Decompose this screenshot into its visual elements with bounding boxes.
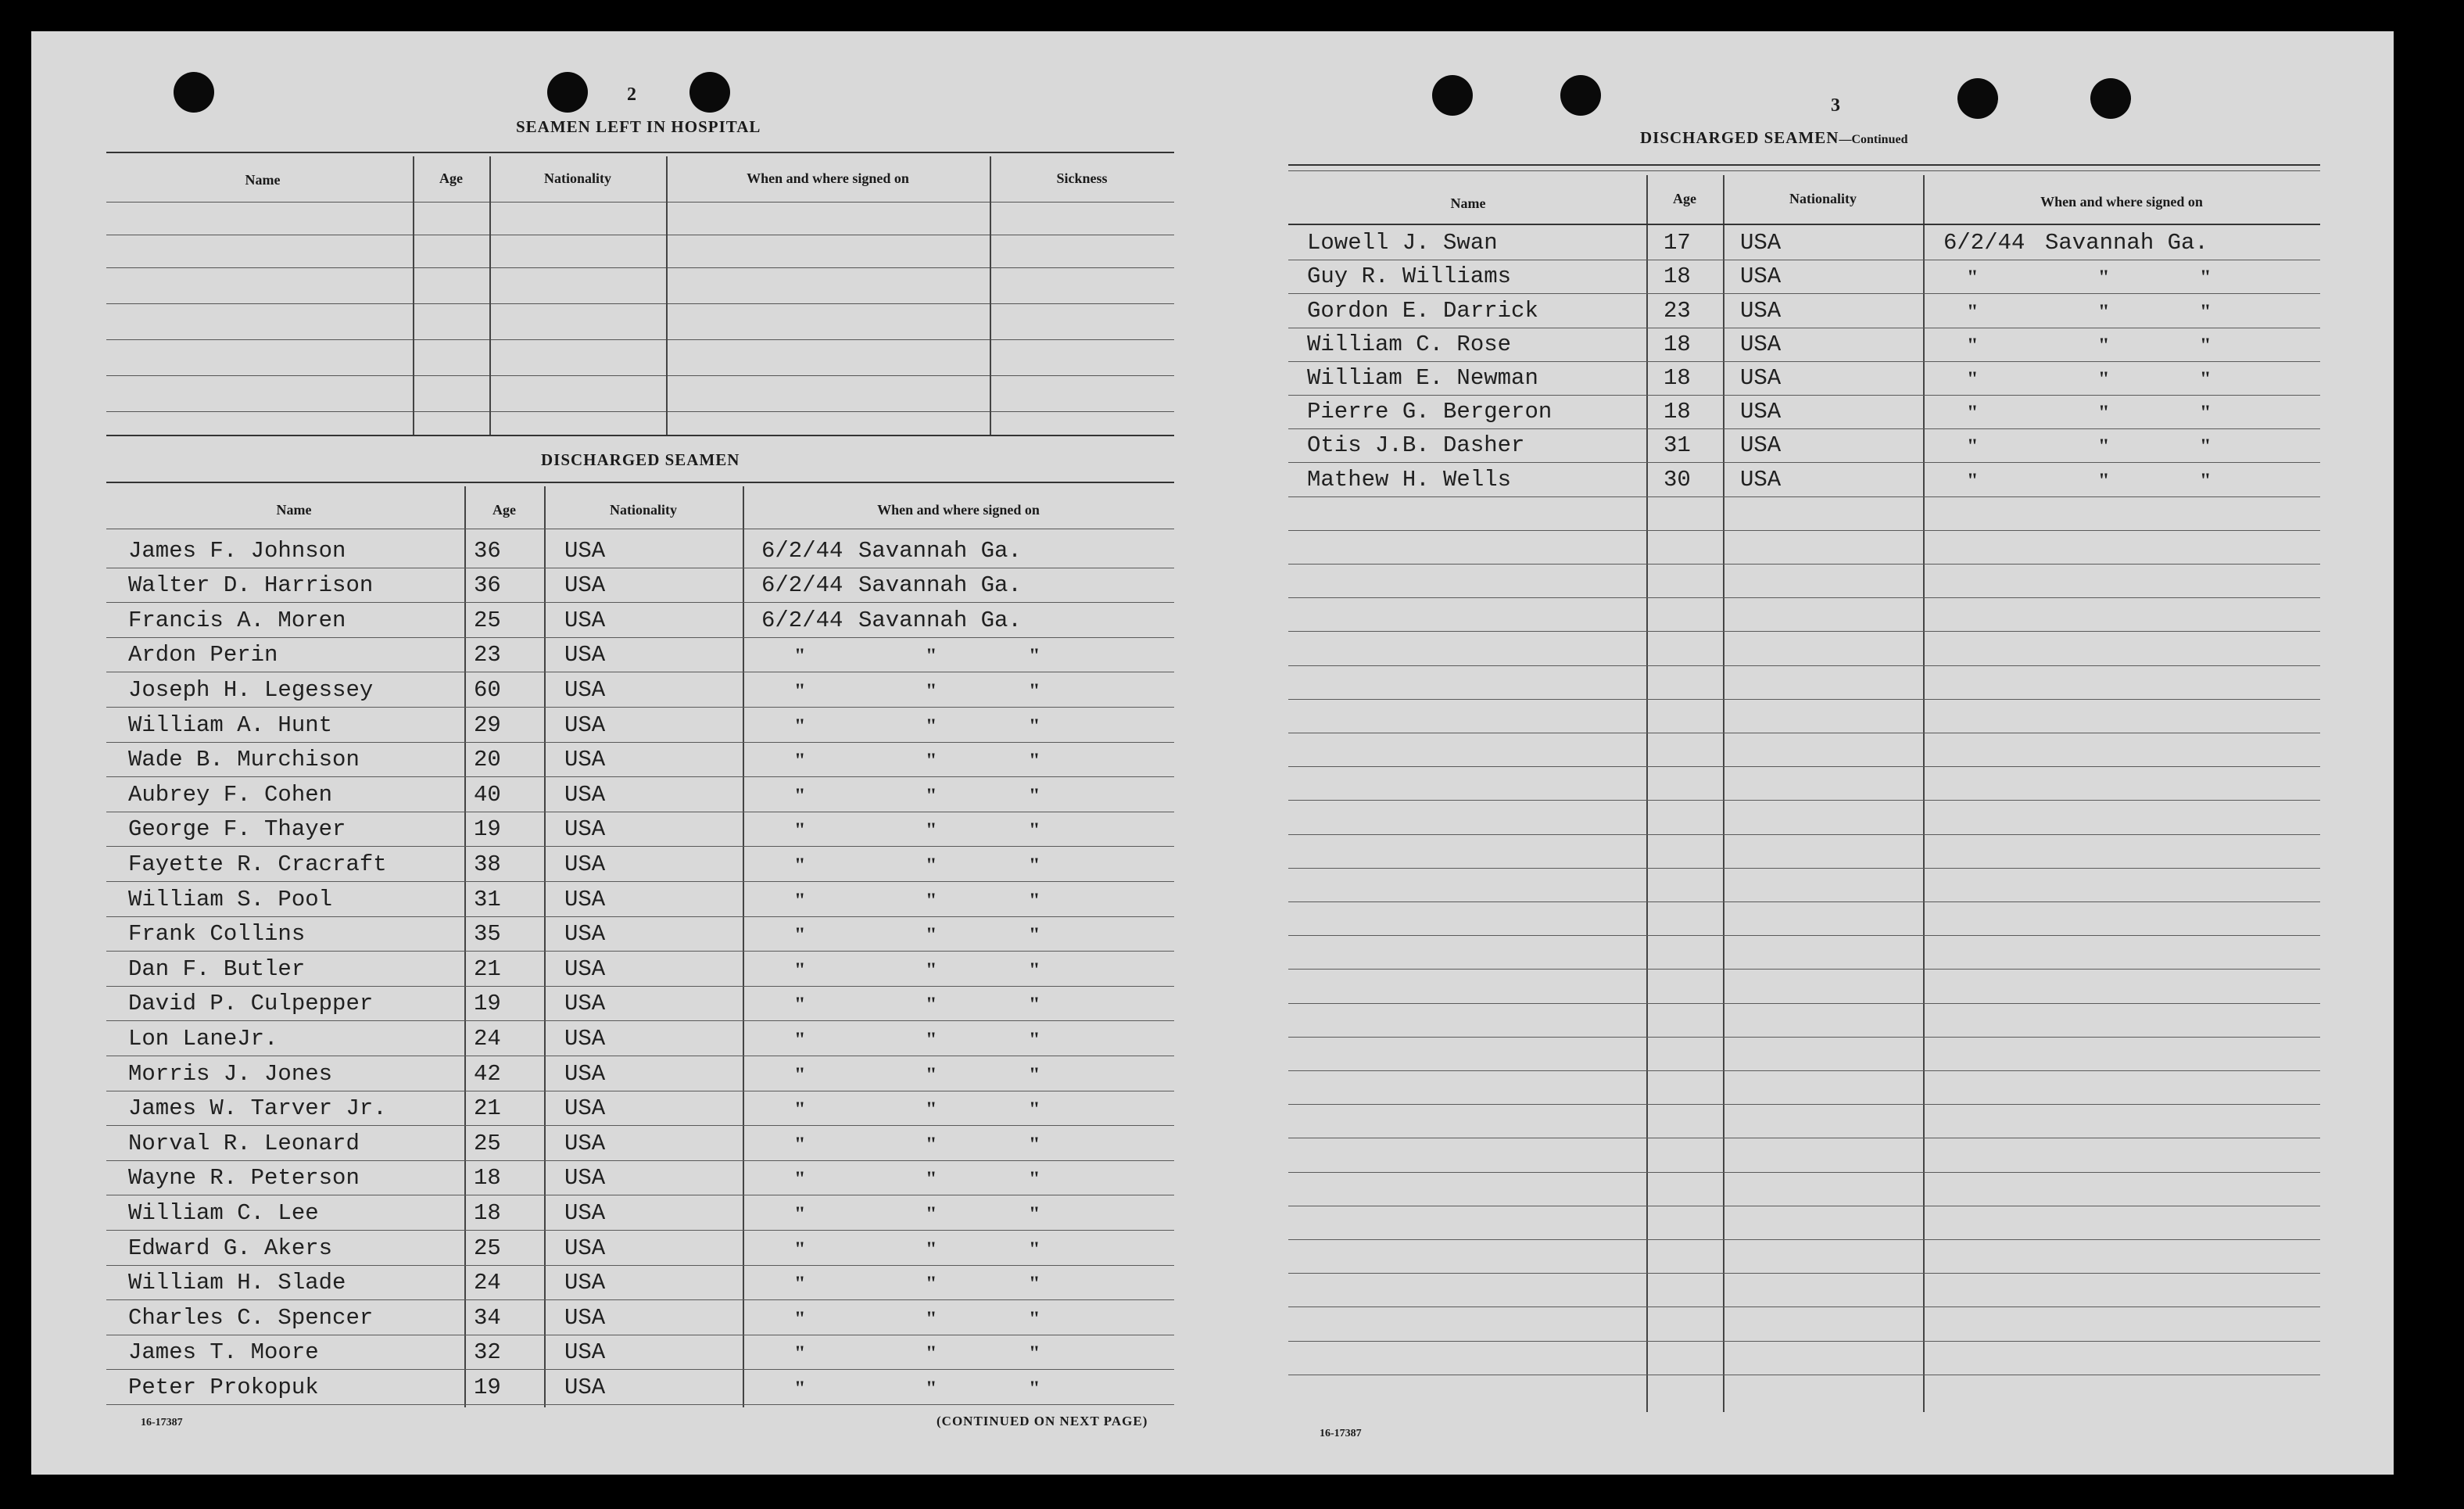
empty-table-row <box>1288 1105 2320 1138</box>
table-row <box>106 743 1174 778</box>
table-row <box>106 882 1174 917</box>
ditto-mark: " <box>2200 435 2212 458</box>
seaman-name: George F. Thayer <box>128 816 346 843</box>
ditto-mark: " <box>794 853 806 876</box>
ditto-mark: " <box>2098 333 2110 357</box>
table-row <box>106 1335 1174 1371</box>
empty-table-row <box>1288 733 2320 767</box>
seaman-age: 24 <box>474 1270 501 1296</box>
seaman-nationality: USA <box>564 537 606 564</box>
empty-table-row <box>1288 1307 2320 1341</box>
seaman-name: William C. Rose <box>1307 331 1512 357</box>
table-row <box>106 638 1174 673</box>
discharged-rows <box>106 533 1174 1409</box>
ditto-mark: " <box>2200 333 2212 357</box>
ditto-mark: " <box>1029 1027 1040 1051</box>
discharged-continued-rows <box>1288 227 2320 1415</box>
seaman-name: Francis A. Moren <box>128 607 346 633</box>
seaman-name: William E. Newman <box>1307 364 1538 391</box>
ditto-mark: " <box>794 1272 806 1296</box>
seaman-age: 18 <box>1664 364 1691 391</box>
seaman-name: Norval R. Leonard <box>128 1130 360 1156</box>
ditto-mark: " <box>1029 853 1040 876</box>
ditto-mark: " <box>2098 401 2110 425</box>
page-number: 3 <box>1831 95 1840 116</box>
col-header-nationality: Nationality <box>609 502 677 518</box>
table-row <box>1288 362 2320 396</box>
table-row <box>106 1126 1174 1161</box>
ditto-mark: " <box>794 1167 806 1191</box>
ditto-mark: " <box>926 1063 937 1086</box>
document-sheet <box>31 31 2394 1475</box>
ditto-mark: " <box>794 1342 806 1365</box>
seaman-age: 19 <box>474 1374 501 1400</box>
ditto-mark: " <box>1029 1376 1040 1400</box>
seaman-age: 25 <box>474 607 501 633</box>
title-suffix: —Continued <box>1839 133 1908 146</box>
signed-on-date: 6/2/44 <box>761 537 843 564</box>
seaman-age: 36 <box>474 537 501 564</box>
ditto-mark: " <box>926 993 937 1016</box>
ditto-mark: " <box>926 1167 937 1191</box>
seaman-name: William A. Hunt <box>128 711 333 738</box>
page-number: 2 <box>627 84 636 105</box>
seaman-nationality: USA <box>564 851 606 877</box>
seaman-name: Otis J.B. Dasher <box>1307 432 1525 459</box>
empty-table-row <box>1288 565 2320 598</box>
empty-table-row <box>1288 1274 2320 1307</box>
ditto-mark: " <box>1029 714 1040 737</box>
ditto-mark: " <box>926 1306 937 1330</box>
ditto-mark: " <box>1967 333 1979 357</box>
col-header-name: Name <box>1450 195 1486 211</box>
seaman-age: 36 <box>474 572 501 599</box>
seaman-name: Ardon Perin <box>128 642 278 668</box>
col-header-name: Name <box>245 172 281 188</box>
ditto-mark: " <box>1967 468 1979 492</box>
ditto-mark: " <box>1029 1272 1040 1296</box>
ditto-mark: " <box>794 1132 806 1156</box>
ditto-mark: " <box>926 1132 937 1156</box>
ditto-mark: " <box>1029 1237 1040 1260</box>
seaman-nationality: USA <box>564 1235 606 1261</box>
ditto-mark: " <box>794 783 806 807</box>
empty-table-row <box>1288 767 2320 801</box>
seaman-age: 18 <box>1664 263 1691 290</box>
seaman-age: 40 <box>474 781 501 808</box>
seaman-age: 23 <box>1664 297 1691 324</box>
ditto-mark: " <box>926 853 937 876</box>
signed-on-date: 6/2/44 <box>761 607 843 633</box>
seaman-name: Joseph H. Legessey <box>128 676 374 703</box>
empty-table-row <box>1288 1138 2320 1172</box>
table-row <box>106 777 1174 812</box>
seaman-age: 18 <box>474 1165 501 1192</box>
ditto-mark: " <box>926 1342 937 1365</box>
ditto-mark: " <box>794 1306 806 1330</box>
empty-table-row <box>1288 1071 2320 1105</box>
col-header-age: Age <box>1673 191 1696 206</box>
ditto-mark: " <box>794 888 806 912</box>
table-row <box>106 987 1174 1022</box>
seaman-nationality: USA <box>564 572 606 599</box>
table-row <box>106 672 1174 708</box>
empty-table-row <box>1288 1240 2320 1274</box>
col-header-nationality: Nationality <box>1789 191 1857 206</box>
left-page <box>106 31 1174 1475</box>
ditto-mark: " <box>1029 993 1040 1016</box>
seaman-age: 23 <box>474 642 501 668</box>
seaman-nationality: USA <box>564 1025 606 1052</box>
table-row <box>106 1056 1174 1091</box>
empty-table-row <box>1288 970 2320 1003</box>
col-header-sickness: Sickness <box>1056 170 1108 186</box>
empty-table-row <box>1288 869 2320 902</box>
signed-on-place: Savannah Ga. <box>858 537 1022 564</box>
seaman-age: 42 <box>474 1060 501 1087</box>
ditto-mark: " <box>794 958 806 981</box>
seaman-name: Pierre G. Bergeron <box>1307 399 1553 425</box>
seaman-nationality: USA <box>1740 432 1782 459</box>
empty-table-row <box>1288 1342 2320 1375</box>
seaman-nationality: USA <box>564 955 606 982</box>
signed-on-place: Savannah Ga. <box>2045 230 2208 256</box>
ditto-mark: " <box>926 1272 937 1296</box>
ditto-mark: " <box>926 1376 937 1400</box>
table-row <box>106 847 1174 882</box>
ditto-mark: " <box>1967 367 1979 390</box>
seaman-name: Lowell J. Swan <box>1307 230 1498 256</box>
table-row <box>106 603 1174 638</box>
signed-on-date: 6/2/44 <box>761 572 843 599</box>
ditto-mark: " <box>2200 401 2212 425</box>
seaman-nationality: USA <box>564 607 606 633</box>
ditto-mark: " <box>926 644 937 668</box>
seaman-name: William C. Lee <box>128 1199 319 1226</box>
seaman-nationality: USA <box>564 1165 606 1192</box>
seaman-age: 19 <box>474 816 501 843</box>
seaman-name: Lon LaneJr. <box>128 1025 278 1052</box>
seaman-age: 18 <box>474 1199 501 1226</box>
ditto-mark: " <box>926 923 937 947</box>
seaman-age: 21 <box>474 1095 501 1122</box>
seaman-age: 31 <box>1664 432 1691 459</box>
ditto-mark: " <box>1029 1063 1040 1086</box>
ditto-mark: " <box>2200 266 2212 289</box>
table-row <box>1288 260 2320 294</box>
seaman-nationality: USA <box>564 1060 606 1087</box>
seaman-nationality: USA <box>564 676 606 703</box>
ditto-mark: " <box>926 1027 937 1051</box>
seaman-nationality: USA <box>564 642 606 668</box>
ditto-mark: " <box>794 749 806 772</box>
ditto-mark: " <box>2098 468 2110 492</box>
table-row <box>106 708 1174 743</box>
empty-table-row <box>1288 1038 2320 1071</box>
seaman-nationality: USA <box>1740 297 1782 324</box>
seaman-nationality: USA <box>564 1095 606 1122</box>
seaman-nationality: USA <box>564 816 606 843</box>
seaman-name: Gordon E. Darrick <box>1307 297 1538 324</box>
seaman-name: Morris J. Jones <box>128 1060 333 1087</box>
col-header-signed-on: When and where signed on <box>747 170 909 186</box>
ditto-mark: " <box>926 749 937 772</box>
empty-table-row <box>1288 497 2320 531</box>
empty-table-row <box>1288 598 2320 632</box>
seaman-age: 25 <box>474 1130 501 1156</box>
ditto-mark: " <box>1029 1098 1040 1121</box>
ditto-mark: " <box>926 679 937 702</box>
table-row <box>1288 294 2320 328</box>
seaman-name: James W. Tarver Jr. <box>128 1095 387 1122</box>
table-row <box>106 1161 1174 1196</box>
seaman-name: Edward G. Akers <box>128 1235 333 1261</box>
right-page <box>1288 31 2356 1475</box>
empty-table-row <box>1288 531 2320 565</box>
ditto-mark: " <box>1029 1202 1040 1225</box>
table-row <box>1288 429 2320 463</box>
table-row <box>106 568 1174 604</box>
ditto-mark: " <box>1967 299 1979 323</box>
seaman-name: Guy R. Williams <box>1307 263 1512 290</box>
empty-table-row <box>1288 835 2320 869</box>
ditto-mark: " <box>2200 299 2212 323</box>
table-row <box>1288 463 2320 496</box>
ditto-mark: " <box>1029 1342 1040 1365</box>
col-header-age: Age <box>439 170 463 186</box>
col-header-age: Age <box>492 502 516 518</box>
seaman-nationality: USA <box>564 991 606 1017</box>
ditto-mark: " <box>794 1237 806 1260</box>
seaman-age: 60 <box>474 676 501 703</box>
ditto-mark: " <box>926 888 937 912</box>
seaman-name: David P. Culpepper <box>128 991 374 1017</box>
col-header-signed-on: When and where signed on <box>877 502 1040 518</box>
ditto-mark: " <box>1029 819 1040 842</box>
empty-table-row <box>1288 1206 2320 1240</box>
seaman-nationality: USA <box>1740 399 1782 425</box>
seaman-name: Dan F. Butler <box>128 955 306 982</box>
signed-on-place: Savannah Ga. <box>858 572 1022 599</box>
table-row <box>106 1021 1174 1056</box>
table-row <box>1288 328 2320 362</box>
seaman-age: 30 <box>1664 466 1691 493</box>
seaman-age: 35 <box>474 921 501 948</box>
col-header-name: Name <box>276 502 312 518</box>
table-row <box>106 812 1174 848</box>
ditto-mark: " <box>1029 923 1040 947</box>
ditto-mark: " <box>1967 266 1979 289</box>
seaman-name: Frank Collins <box>128 921 306 948</box>
table-row <box>106 1266 1174 1301</box>
empty-table-row <box>1288 902 2320 936</box>
ditto-mark: " <box>794 1376 806 1400</box>
ditto-mark: " <box>926 1237 937 1260</box>
seaman-nationality: USA <box>564 886 606 912</box>
ditto-mark: " <box>926 783 937 807</box>
ditto-mark: " <box>1029 1167 1040 1191</box>
ditto-mark: " <box>1029 644 1040 668</box>
seaman-name: William S. Pool <box>128 886 333 912</box>
seaman-nationality: USA <box>564 781 606 808</box>
seaman-age: 34 <box>474 1304 501 1331</box>
seaman-age: 25 <box>474 1235 501 1261</box>
seaman-age: 20 <box>474 747 501 773</box>
table-row <box>106 952 1174 987</box>
seaman-name: James F. Johnson <box>128 537 346 564</box>
seaman-nationality: USA <box>564 1374 606 1400</box>
empty-table-row <box>1288 666 2320 700</box>
table-row <box>1288 227 2320 260</box>
seaman-name: Mathew H. Wells <box>1307 466 1512 493</box>
form-number: 16-17387 <box>141 1417 183 1428</box>
ditto-mark: " <box>794 644 806 668</box>
table-row <box>106 1300 1174 1335</box>
seaman-age: 19 <box>474 991 501 1017</box>
ditto-mark: " <box>2098 299 2110 323</box>
form-number: 16-17387 <box>1320 1428 1362 1439</box>
ditto-mark: " <box>794 993 806 1016</box>
table-row <box>106 533 1174 568</box>
seaman-nationality: USA <box>564 1199 606 1226</box>
seaman-nationality: USA <box>1740 263 1782 290</box>
seaman-name: William H. Slade <box>128 1270 346 1296</box>
seaman-age: 21 <box>474 955 501 982</box>
ditto-mark: " <box>794 1027 806 1051</box>
signed-on-place: Savannah Ga. <box>858 607 1022 633</box>
table-row <box>106 1195 1174 1231</box>
seaman-nationality: USA <box>1740 466 1782 493</box>
seaman-nationality: USA <box>1740 230 1782 256</box>
col-header-signed-on: When and where signed on <box>2040 194 2203 210</box>
empty-table-row <box>1288 1173 2320 1206</box>
seaman-nationality: USA <box>564 747 606 773</box>
seaman-nationality: USA <box>564 1270 606 1296</box>
seaman-age: 24 <box>474 1025 501 1052</box>
seaman-nationality: USA <box>1740 364 1782 391</box>
table-row <box>1288 396 2320 429</box>
ditto-mark: " <box>794 923 806 947</box>
seaman-nationality: USA <box>564 1130 606 1156</box>
title-text: DISCHARGED SEAMEN <box>1640 128 1839 147</box>
empty-table-row <box>1288 801 2320 834</box>
ditto-mark: " <box>926 819 937 842</box>
seaman-nationality: USA <box>564 1304 606 1331</box>
seaman-nationality: USA <box>564 711 606 738</box>
ditto-mark: " <box>1967 435 1979 458</box>
signed-on-date: 6/2/44 <box>1943 230 2025 256</box>
seaman-name: Walter D. Harrison <box>128 572 374 599</box>
seaman-age: 18 <box>1664 331 1691 357</box>
seaman-name: Fayette R. Cracraft <box>128 851 387 877</box>
ditto-mark: " <box>1029 1132 1040 1156</box>
empty-table-row <box>1288 700 2320 733</box>
seaman-name: James T. Moore <box>128 1339 319 1366</box>
seaman-age: 31 <box>474 886 501 912</box>
ditto-mark: " <box>794 1098 806 1121</box>
continued-note: (CONTINUED ON NEXT PAGE) <box>937 1414 1148 1428</box>
ditto-mark: " <box>794 714 806 737</box>
seaman-age: 17 <box>1664 230 1691 256</box>
seaman-age: 29 <box>474 711 501 738</box>
seaman-name: Wayne R. Peterson <box>128 1165 360 1192</box>
ditto-mark: " <box>2200 367 2212 390</box>
ditto-mark: " <box>2098 367 2110 390</box>
hospital-section-title: SEAMEN LEFT IN HOSPITAL <box>516 117 761 136</box>
seaman-age: 38 <box>474 851 501 877</box>
col-header-nationality: Nationality <box>543 170 611 186</box>
ditto-mark: " <box>1029 783 1040 807</box>
ditto-mark: " <box>1029 958 1040 981</box>
table-row <box>106 1091 1174 1127</box>
seaman-nationality: USA <box>1740 331 1782 357</box>
table-row <box>106 1370 1174 1405</box>
ditto-mark: " <box>2200 468 2212 492</box>
ditto-mark: " <box>2098 266 2110 289</box>
ditto-mark: " <box>794 1063 806 1086</box>
seaman-name: Wade B. Murchison <box>128 747 360 773</box>
seaman-name: Peter Prokopuk <box>128 1374 319 1400</box>
ditto-mark: " <box>794 1202 806 1225</box>
ditto-mark: " <box>794 679 806 702</box>
ditto-mark: " <box>794 819 806 842</box>
seaman-age: 18 <box>1664 399 1691 425</box>
table-row <box>106 917 1174 952</box>
table-row <box>106 1231 1174 1266</box>
seaman-nationality: USA <box>564 1339 606 1366</box>
empty-table-row <box>1288 632 2320 665</box>
empty-table-row <box>1288 936 2320 970</box>
empty-table-row <box>1288 1004 2320 1038</box>
ditto-mark: " <box>2098 435 2110 458</box>
discharged-continued-title <box>1640 128 1907 148</box>
ditto-mark: " <box>1029 679 1040 702</box>
ditto-mark: " <box>926 714 937 737</box>
ditto-mark: " <box>926 1098 937 1121</box>
ditto-mark: " <box>1029 749 1040 772</box>
seaman-name: Aubrey F. Cohen <box>128 781 333 808</box>
seaman-nationality: USA <box>564 921 606 948</box>
seaman-name: Charles C. Spencer <box>128 1304 374 1331</box>
ditto-mark: " <box>1967 401 1979 425</box>
discharged-section-title: DISCHARGED SEAMEN <box>541 450 740 469</box>
seaman-age: 32 <box>474 1339 501 1366</box>
ditto-mark: " <box>926 1202 937 1225</box>
ditto-mark: " <box>1029 1306 1040 1330</box>
ditto-mark: " <box>926 958 937 981</box>
ditto-mark: " <box>1029 888 1040 912</box>
